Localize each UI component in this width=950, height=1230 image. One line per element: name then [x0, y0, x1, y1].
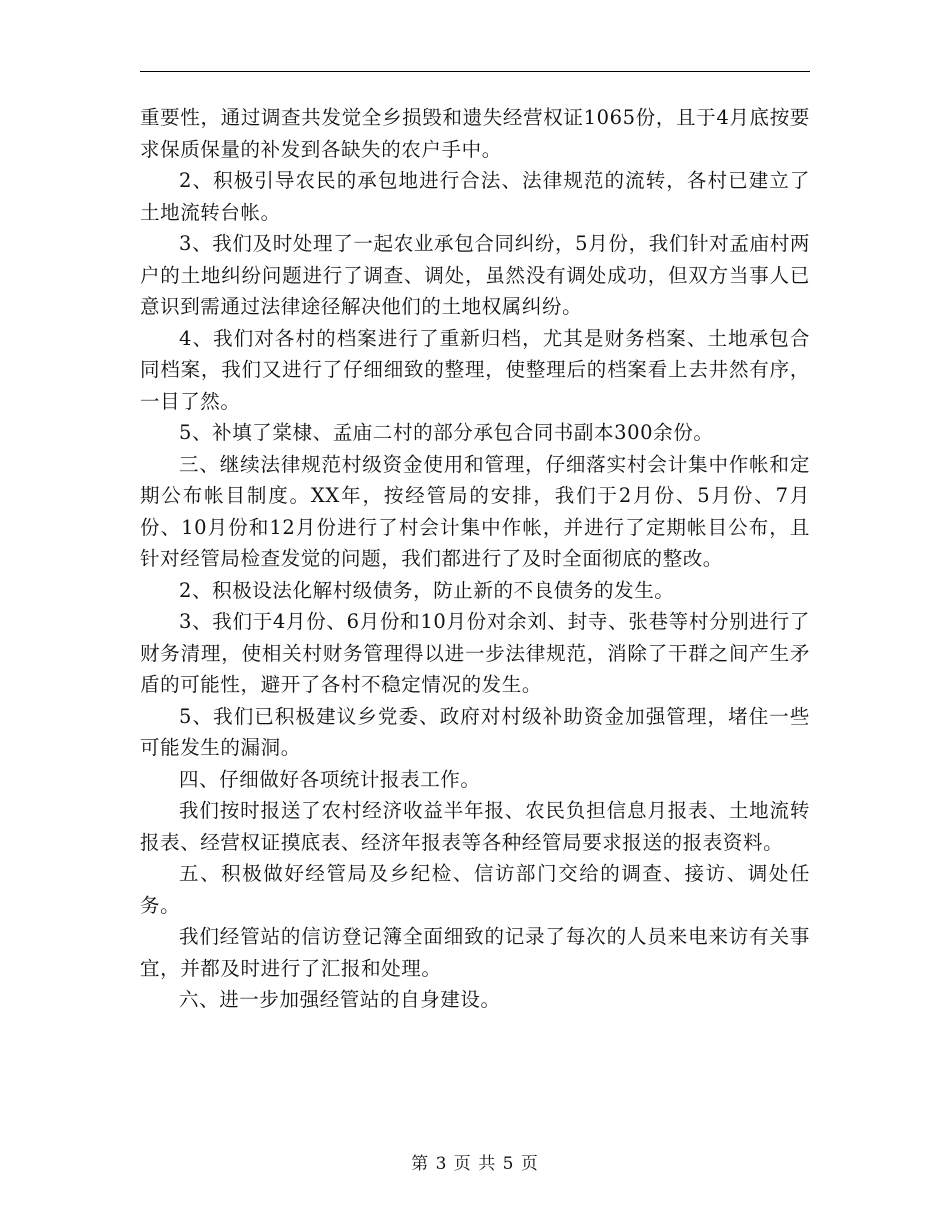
page-number: 第 3 页 共 5 页 — [411, 1154, 539, 1174]
header-rule — [140, 71, 810, 72]
section-heading: 五、积极做好经管局及乡纪检、信访部门交给的调查、接访、调处任务。 — [140, 862, 810, 917]
paragraph: 我们按时报送了农村经济收益半年报、农民负担信息月报表、土地流转报表、经营权证摸底表、经济年报表等各种经管局要求报送的报表资料。 — [140, 799, 810, 854]
paragraph: 2、积极设法化解村级债务，防止新的不良债务的发生。 — [179, 578, 675, 602]
paragraph: 5、补填了棠棣、孟庙二村的部分承包合同书副本300余份。 — [179, 421, 714, 444]
document-body — [140, 102, 810, 1016]
paragraph: 5、我们已积极建议乡党委、政府对村级补助资金加强管理，堵住一些可能发生的漏洞。 — [140, 704, 810, 759]
paragraph: 2、积极引导农民的承包地进行合法、法律规范的流转，各村已建立了土地流转台帐。 — [140, 169, 810, 224]
paragraph: 3、我们及时处理了一起农业承包合同纠纷，5月份，我们针对孟庙村两户的土地纠纷问题进行了调查、调处，虽然没有调处成功，但双方当事人已意识到需通过法律途径解决他们的土地权属纠纷。 — [140, 232, 810, 318]
paragraph: 4、我们对各村的档案进行了重新归档，尤其是财务档案、土地承包合同档案，我们又进行了仔细细致的整理，使整理后的档案看上去井然有序，一目了然。 — [140, 326, 810, 413]
paragraph: 3、我们于4月份、6月份和10月份对余刘、封寺、张巷等村分别进行了财务清理，使相关村财务管理得以进一步法律规范，消除了干群之间产生矛盾的可能性，避开了各村不稳定情况的发生。 — [140, 610, 810, 696]
section-heading: 六、进一步加强经管站的自身建设。 — [179, 988, 501, 1011]
section-heading-paragraph: 三、继续法律规范村级资金使用和管理，仔细落实村会计集中作帐和定期公布帐目制度。XX年，按经管局的安排，我们于2月份、5月份、7月份、10月份和12月份进行了村会计集中作帐，并进行了定期帐目公布，且针对经管局检查发觉的问题，我们都进行了及时全面彻底的整改。 — [140, 452, 810, 570]
section-heading: 四、仔细做好各项统计报表工作。 — [179, 767, 481, 791]
paragraph: 我们经管站的信访登记簿全面细致的记录了每次的人员来电来访有关事宜，并都及时进行了汇报和处理。 — [140, 925, 810, 980]
paragraph: 重要性，通过调查共发觉全乡损毁和遗失经营权证1065份，且于4月底按要求保质保量的补发到各缺失的农户手中。 — [140, 106, 810, 161]
